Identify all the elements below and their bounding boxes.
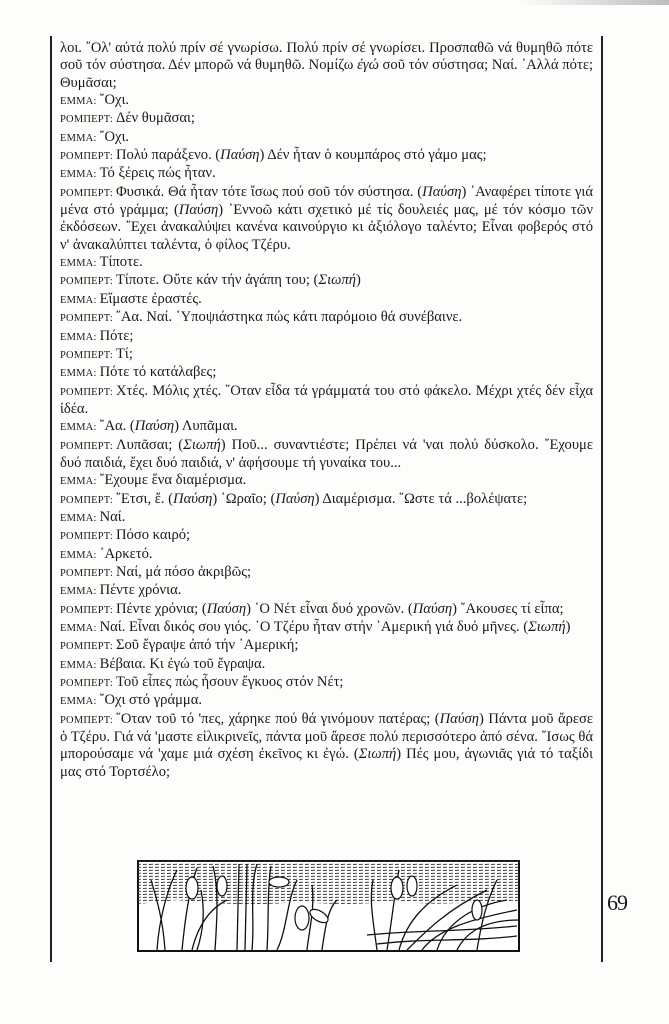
- dialogue-text: ) Δέν ἦταν ὁ κουμπάρος στό γάμο μας;: [259, 147, 487, 164]
- dialogue-text: Τίποτε. Οὔτε κάν τήν ἀγάπη του; (: [116, 272, 319, 289]
- dialogue-text: ) ᾿Αναφέρει τίποτε γιά μένα στό γράμμα; (: [60, 183, 593, 219]
- dialogue-line-robert: [60, 637, 593, 655]
- dialogue-line-robert: [60, 383, 593, 419]
- left-margin-rule: [50, 36, 52, 962]
- dialogue-text: Ναί.: [99, 508, 126, 525]
- speaker-label: ΡΟΜΠΕΡΤ:: [60, 678, 114, 690]
- dialogue-line-emma: [60, 291, 593, 309]
- stage-direction: Παύση: [412, 600, 453, 617]
- speaker-label: ΡΟΜΠΕΡΤ:: [60, 276, 114, 288]
- stage-direction: Παύση: [173, 490, 213, 507]
- dialogue-line-robert: [60, 309, 593, 327]
- dialogue-line-emma: [60, 472, 593, 490]
- dialogue-text: Δέν θυμᾶσαι;: [116, 110, 195, 127]
- dialogue-line-emma: [60, 364, 593, 382]
- dialogue-text: Ναί, μά πόσο ἀκριβῶς;: [116, 563, 252, 580]
- dialogue-line-robert: [60, 601, 593, 619]
- dialogue-text: Πότε;: [99, 327, 134, 344]
- dialogue-text: Ναί. Εἶναι δικός σου γιός. ῾Ο Τζέρυ ἦταν στήν ᾿Αμερική γιά δυό μῆνες. (: [99, 619, 529, 635]
- dialogue-line-robert: [60, 110, 593, 128]
- speaker-label: ΕΜΜΑ:: [60, 512, 97, 524]
- dialogue-text: ῎Αα. Ναί. ῾Υποψιάστηκα πώς κάτι παρόμοιο θά συνέβαινε.: [116, 309, 463, 326]
- dialogue-text: Πέντε χρόνια; (: [116, 600, 207, 617]
- dialogue-line-robert: [60, 527, 593, 545]
- dialogue-text: ῎Οχι.: [99, 92, 130, 109]
- speaker-label: ΕΜΜΑ:: [60, 549, 97, 561]
- dialogue-text: Πότε τό κατάλαβες;: [99, 364, 217, 381]
- page-number: 69: [607, 890, 627, 915]
- dialogue-text: ῎Ετσι, ἔ. (: [116, 490, 174, 507]
- dialogue-line-robert: [60, 346, 593, 364]
- speaker-label: ΕΜΜΑ:: [60, 659, 97, 671]
- dialogue-text: Πολύ παράξενο. (: [116, 147, 221, 164]
- right-margin-rule: [601, 36, 603, 962]
- stage-direction: Παύση: [422, 183, 462, 200]
- dialogue-continuation: [60, 40, 593, 92]
- stage-direction: Παύση: [439, 710, 479, 727]
- dialogue-text: Χτές. Μόλις χτές. ῞Οταν εἶδα τά γράμματά του στό φάκελο. Μέχρι χτές δέν εἶχα ἰδέα.: [60, 382, 593, 417]
- dialogue-text: ῎Εχουμε ἕνα διαμέρισμα.: [99, 472, 247, 489]
- dialogue-line-emma: [60, 619, 593, 637]
- dialogue-text: ῞Οταν τοῦ τό 'πες, χάρηκε πού θά γινόμουν πατέρας; (: [116, 710, 440, 727]
- stage-direction: Σιωπή: [528, 619, 566, 635]
- dialogue-line-emma: [60, 254, 593, 272]
- dialogue-text: ) ᾿Εννοῶ κάτι σχετικό μέ τίς δουλειές μας, μέ τόν κόσμο τῶν ἐκδόσεων. ῎Εχει ἀνακαλύψει κανένα καινούργιο κι ἀξιόλογο ταλέντο; Εἶναι φοβερός στό ν' ἀνακαλύπτει ταλέντα, ὁ φίλος Τζέρυ.: [60, 202, 593, 253]
- speaker-label: ΕΜΜΑ:: [60, 169, 97, 181]
- speaker-label: ΡΟΜΠΕΡΤ:: [60, 349, 114, 361]
- speaker-label: ΡΟΜΠΕΡΤ:: [60, 313, 114, 325]
- speaker-label: ΕΜΜΑ:: [60, 696, 97, 708]
- dialogue-text: ) ῎Ακουσες τί εἶπα;: [452, 600, 564, 617]
- speaker-label: ΕΜΜΑ:: [60, 586, 97, 598]
- dialogue-text: Πέντε χρόνια.: [99, 582, 182, 599]
- speaker-label: ΡΟΜΠΕΡΤ:: [60, 531, 114, 543]
- dialogue-text: Εἴμαστε ἐραστές.: [99, 290, 202, 307]
- dialogue-line-robert: [60, 437, 593, 473]
- dialogue-line-robert: [60, 184, 593, 254]
- dialogue-line-emma: [60, 656, 593, 674]
- dialogue-line-emma: [60, 129, 593, 147]
- stage-direction: Σιωπή: [358, 746, 397, 763]
- stage-direction: Παύση: [134, 418, 175, 435]
- dialogue-line-robert: [60, 147, 593, 165]
- play-dialogue: [60, 40, 593, 781]
- speaker-label: ΕΜΜΑ:: [60, 368, 97, 380]
- dialogue-text: ῎Αα. (: [99, 418, 135, 435]
- dialogue-text: ) Διαμέρισμα. ῞Ωστε τά ...βολέψατε;: [314, 490, 528, 507]
- speaker-label: ΕΜΜΑ:: [60, 422, 97, 434]
- speaker-label: ΡΟΜΠΕΡΤ:: [60, 386, 114, 398]
- dialogue-text: ) Ποῦ... συναντιέστε; Πρέπει νά 'ναι πολύ δύσκολο. ῎Εχουμε δυό παιδιά, ἔχει δυό παιδιά, ν' ἀφήσουμε τή γυναίκα του...: [60, 436, 594, 471]
- dialogue-text: Τί;: [116, 345, 133, 362]
- speaker-label: ΡΟΜΠΕΡΤ:: [60, 604, 114, 616]
- dialogue-line-emma: [60, 418, 593, 436]
- dialogue-line-emma: [60, 546, 593, 564]
- dialogue-line-robert: [60, 491, 593, 509]
- dialogue-text: Τίποτε.: [99, 254, 143, 271]
- stage-direction: ἐγώ: [357, 57, 379, 74]
- dialogue-text: Φυσικά. Θά ἦταν τότε ἴσως πού σοῦ τόν σύστησα. (: [116, 183, 423, 200]
- dialogue-line-robert: [60, 711, 593, 781]
- speaker-label: ΡΟΜΠΕΡΤ:: [60, 114, 114, 126]
- dialogue-text: σοῦ τόν σύστησα; Ναί. ᾿Αλλά πότε; Θυμᾶσαι;: [60, 57, 594, 91]
- stage-direction: Παύση: [220, 147, 260, 164]
- dialogue-text: ῎Οχι.: [99, 128, 130, 145]
- dialogue-text: Λυπᾶσαι; (: [116, 436, 184, 453]
- dialogue-text: ): [565, 619, 571, 635]
- dialogue-line-emma: [60, 692, 593, 710]
- stage-direction: Παύση: [178, 202, 219, 219]
- scan-edge-shadow: [519, 0, 669, 5]
- dialogue-line-robert: [60, 272, 593, 290]
- dialogue-text: Τοῦ εἶπες πώς ἦσουν ἔγκυος στόν Νέτ;: [116, 674, 344, 691]
- stage-direction: Παύση: [206, 600, 247, 617]
- dialogue-text: Τό ξέρεις πώς ἦταν.: [99, 165, 216, 182]
- dialogue-text: ) ῾Ωραῖο; (: [212, 490, 276, 507]
- speaker-label: ΕΜΜΑ:: [60, 623, 97, 634]
- stage-direction: Σιωπή: [183, 436, 221, 453]
- speaker-label: ΕΜΜΑ:: [60, 258, 97, 270]
- speaker-label: ΡΟΜΠΕΡΤ:: [60, 494, 114, 506]
- stage-direction: Παύση: [275, 490, 315, 507]
- speaker-label: ΕΜΜΑ:: [60, 294, 97, 306]
- dialogue-line-robert: [60, 564, 593, 582]
- speaker-label: ΡΟΜΠΕΡΤ:: [60, 641, 114, 653]
- stage-direction: Σιωπή: [318, 272, 357, 289]
- dialogue-line-emma: [60, 582, 593, 600]
- speaker-label: ΕΜΜΑ:: [60, 331, 97, 343]
- dialogue-text: Σοῦ ἔγραψε ἀπό τήν ᾿Αμερική;: [116, 637, 299, 654]
- dialogue-text: ) ῾Ο Νέτ εἶναι δυό χρονῶν. (: [246, 600, 413, 617]
- dialogue-line-emma: [60, 165, 593, 183]
- speaker-label: ΕΜΜΑ:: [60, 476, 97, 488]
- speaker-label: ΡΟΜΠΕΡΤ:: [60, 567, 114, 579]
- speaker-label: ΡΟΜΠΕΡΤ:: [60, 187, 114, 199]
- dialogue-line-emma: [60, 92, 593, 110]
- dialogue-text: ) Λυπᾶμαι.: [174, 418, 238, 435]
- dialogue-text: ῎Οχι στό γράμμα.: [99, 692, 203, 709]
- dialogue-line-emma: [60, 509, 593, 527]
- dialogue-text: λοι. ῎Ολ' αὐτά πολύ πρίν σέ γνωρίσω. Πολύ πρίν σέ γνωρίσει. Προσπαθῶ νά θυμηθῶ πότε σοῦ τόν σύστησα. Δέν μπορῶ νά θυμηθῶ. Νομίζω: [60, 40, 593, 74]
- dialogue-text: Βέβαια. Κι ἐγώ τοῦ ἔγραψα.: [99, 655, 266, 672]
- speaker-label: ΡΟΜΠΕΡΤ:: [60, 440, 114, 452]
- dialogue-text: ) Πάντα μοῦ ἄρεσε ὁ Τζέρυ. Γιά νά 'μαστε εἰλικρινεῖς, πάντα μοῦ ἄρεσε πολύ περισσότερο ἀπό σένα. ῎Ισως θά μπορούσαμε νά 'χαμε μιά σχέση ἐκεῖνος κι ἐγώ. (: [60, 710, 593, 763]
- speaker-label: ΕΜΜΑ:: [60, 132, 97, 144]
- speaker-label: ΡΟΜΠΕΡΤ:: [60, 714, 114, 726]
- dialogue-text: ) Πές μου, ἀγωνιᾶς γιά τό ταξίδι μας στό Τορτσέλο;: [60, 746, 593, 780]
- dialogue-text: ᾿Αρκετό.: [99, 545, 153, 562]
- dialogue-text: ): [356, 272, 361, 289]
- snowdrops-illustration: [137, 860, 520, 952]
- speaker-label: ΕΜΜΑ:: [60, 96, 97, 108]
- dialogue-line-emma: [60, 328, 593, 346]
- dialogue-line-robert: [60, 674, 593, 692]
- speaker-label: ΡΟΜΠΕΡΤ:: [60, 151, 114, 163]
- dialogue-text: Πόσο καιρό;: [116, 527, 191, 544]
